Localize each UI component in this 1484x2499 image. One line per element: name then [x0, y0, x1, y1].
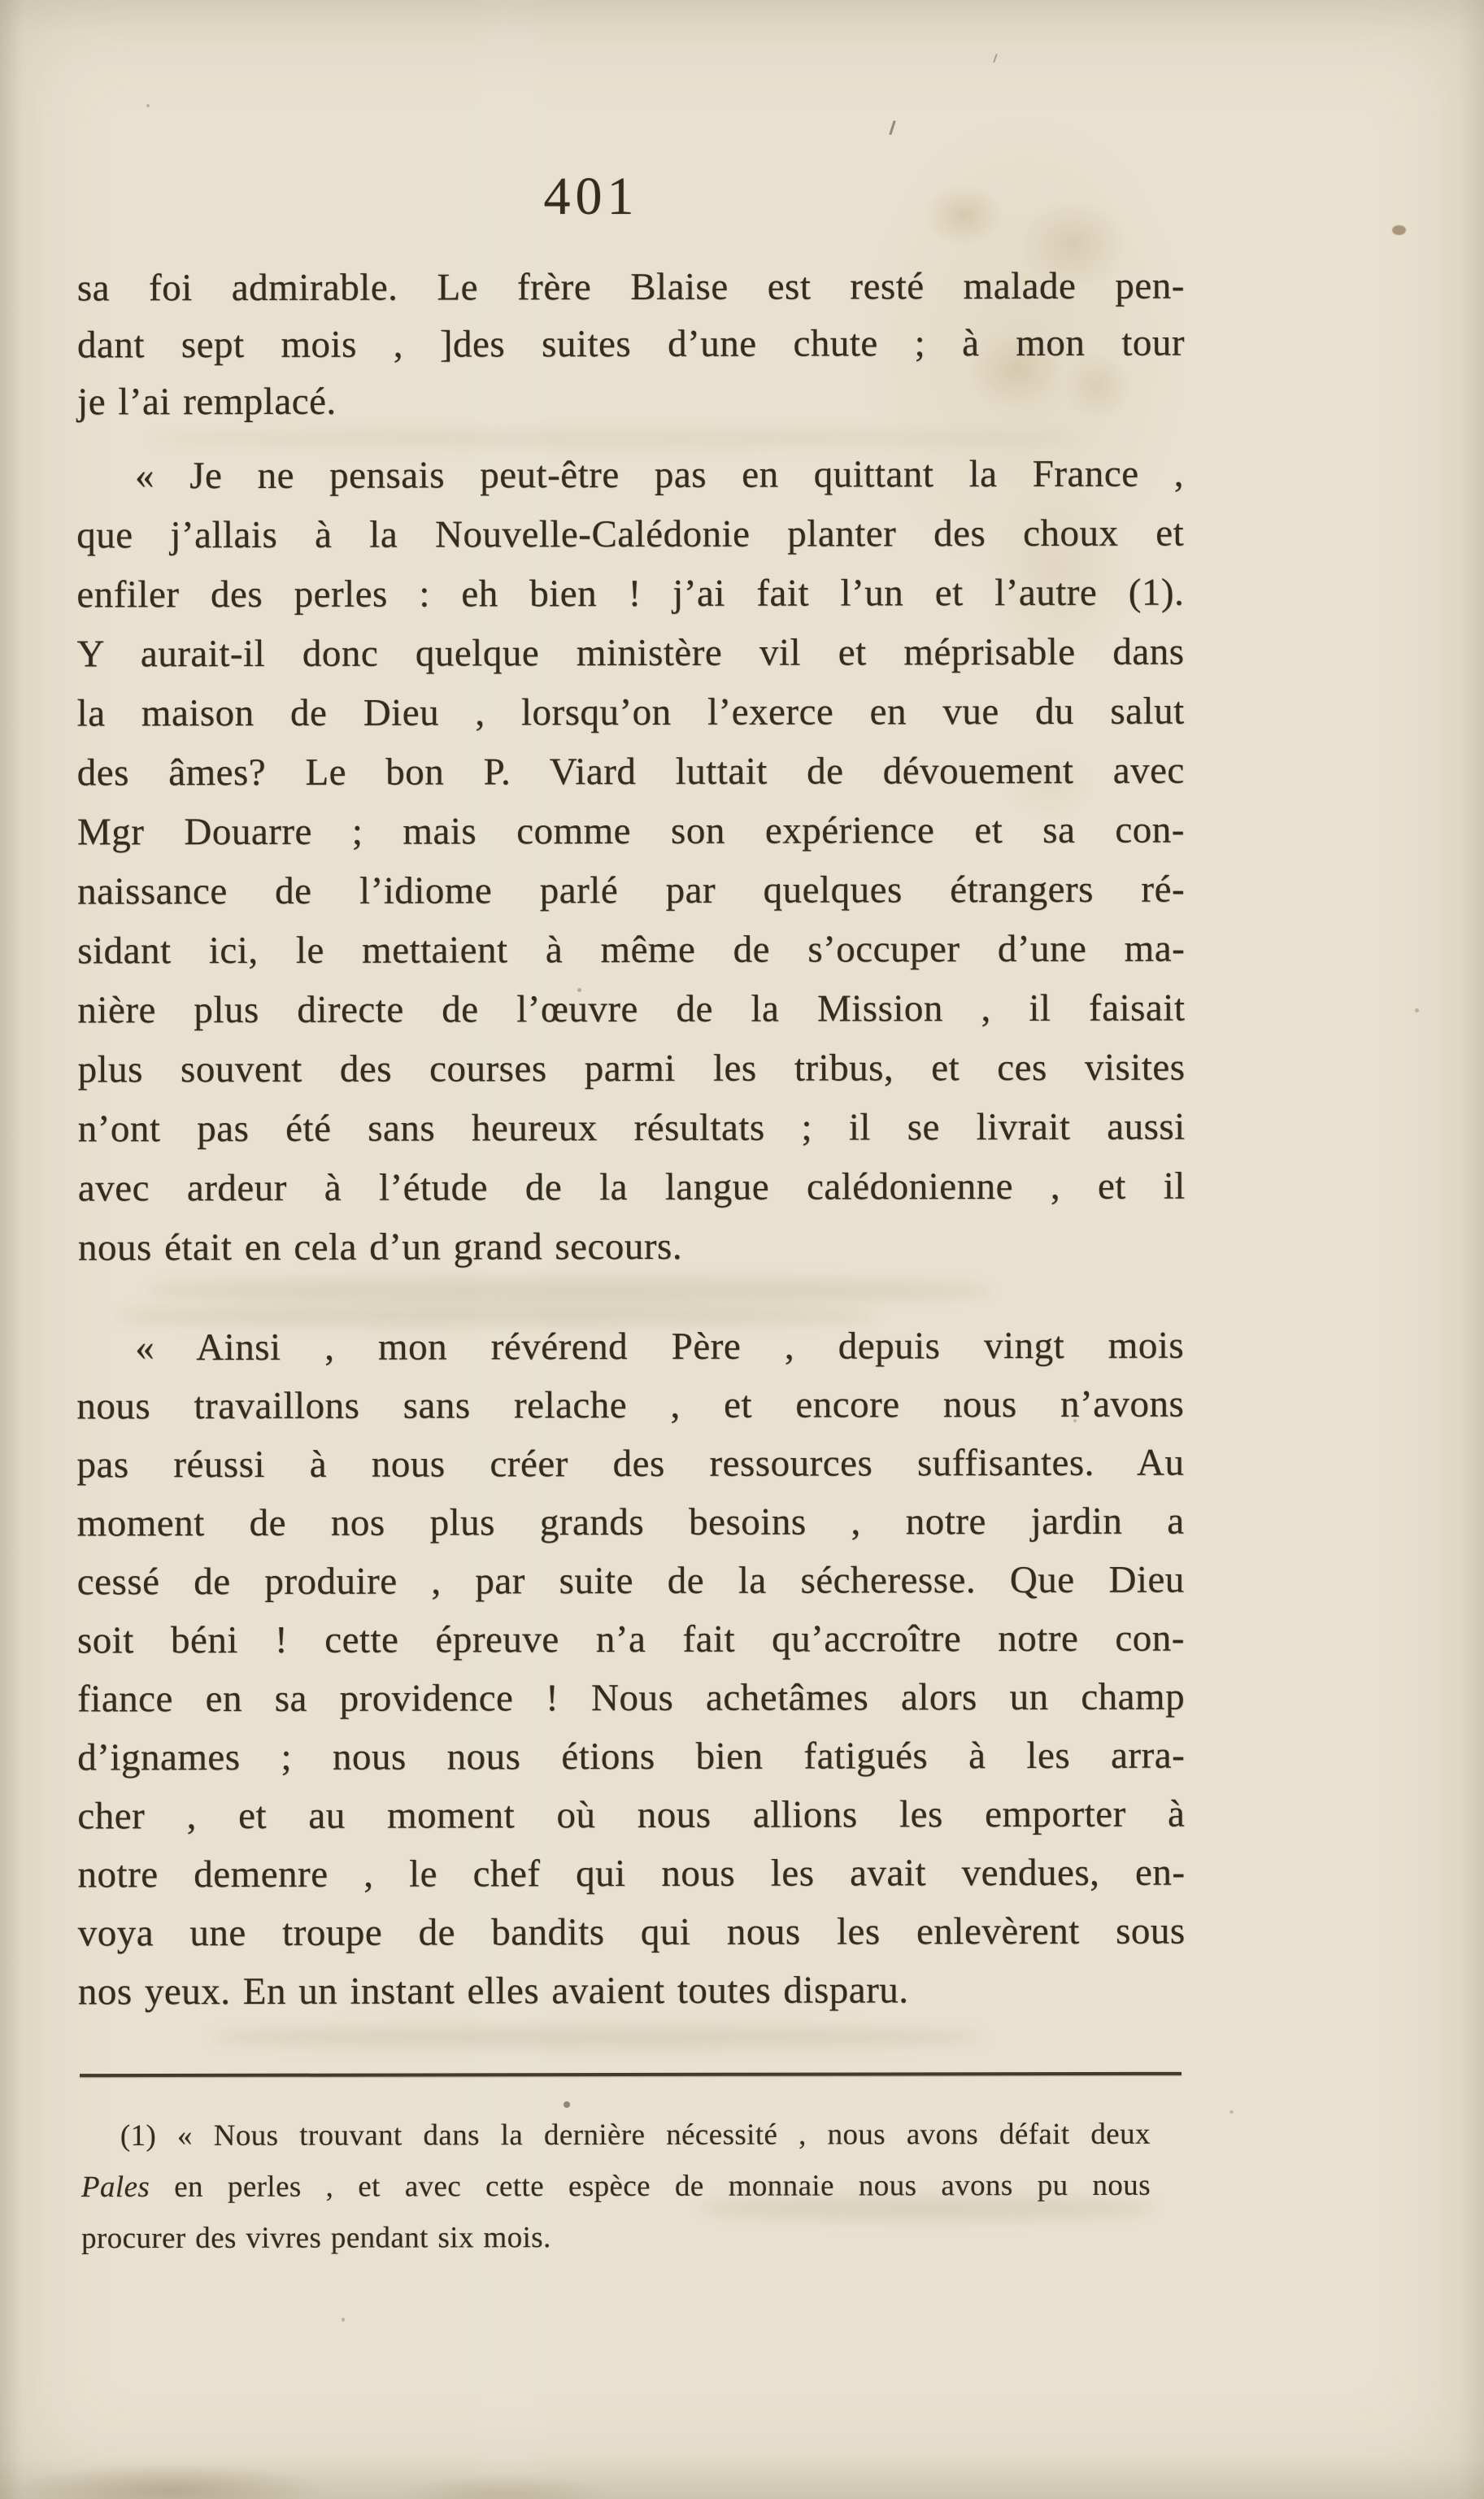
footnote-line [81, 2160, 1151, 2213]
text-line: pas réussi à nous créer des ressources suffisantes. Au [76, 1441, 1185, 1487]
text-line: d’ignames ; nous nous étions bien fatigués à les arra- [77, 1734, 1186, 1779]
paper-speck [146, 104, 150, 107]
page-number: 401 [543, 167, 639, 226]
paper-speck [1415, 1008, 1419, 1012]
footnote [81, 2109, 1151, 2264]
show-through-smudge [146, 1278, 992, 1303]
text-line: la maison de Dieu , lorsqu’on l’exerce en vue du salut [76, 690, 1185, 735]
paragraph-2 [76, 445, 1186, 1278]
text-line: moment de nos plus grands besoins , notre jardin a [76, 1500, 1185, 1545]
footnote-separator-rule [80, 2072, 1182, 2077]
text-line: fiance en sa providence ! Nous achetâmes alors un champ [77, 1675, 1186, 1721]
paragraph-3 [76, 1317, 1186, 2022]
text-line: nos yeux. En un instant elles avaient toutes disparu. [77, 1969, 909, 2014]
pen-slash-mark [889, 120, 895, 135]
paragraph-1 [77, 258, 1185, 431]
text-line: plus souvent des courses parmi les tribus, et ces visites [77, 1046, 1186, 1091]
paper-speck [564, 2101, 570, 2108]
text-line: Y aurait-il donc quelque ministère vil et méprisable dans [76, 630, 1185, 676]
text-line: naissance de l’idiome parlé par quelques étrangers ré- [77, 868, 1186, 913]
text-line: notre demenre , le chef qui nous les avait vendues, en- [77, 1851, 1186, 1896]
show-through-smudge [211, 2027, 984, 2048]
paper-speck [342, 2318, 345, 2322]
text-line: je l’ai remplacé. [77, 380, 337, 424]
text-line: que j’allais à la Nouvelle-Calédonie planter des choux et [76, 512, 1185, 557]
paper-speck [1229, 2110, 1234, 2114]
footnote-line: procurer des vivres pendant six mois. [81, 2221, 551, 2256]
text-line: « Ainsi , mon révérend Père , depuis vingt mois [135, 1324, 1185, 1369]
text-line: voya une troupe de bandits qui nous les enlevèrent sous [77, 1909, 1186, 1955]
text-line: cessé de produire , par suite de la sécheresse. Que Dieu [76, 1558, 1185, 1604]
text-line: sidant ici, le mettaient à même de s’occuper d’une ma- [77, 927, 1186, 973]
footnote-line: (1) « Nous trouvant dans la dernière nécessité , nous avons défait deux [120, 2117, 1151, 2153]
text-line: cher , et au moment où nous allions les emporter à [77, 1792, 1186, 1838]
text-line: n’ont pas été sans heureux résultats ; il se livrait aussi [77, 1105, 1186, 1151]
text-line: nous travaillons sans relache , et encore nous n’avons [76, 1382, 1185, 1428]
text-line: soit béni ! cette épreuve n’a fait qu’accroître notre con- [76, 1617, 1185, 1662]
text-line: sa foi admirable. Le frère Blaise est resté malade pen- [76, 264, 1185, 310]
text-line: avec ardeur à l’étude de la langue calédonienne , et il [77, 1165, 1186, 1210]
pen-slash-mark [993, 54, 998, 63]
paper-speck [1392, 225, 1406, 235]
text-line: des âmes? Le bon P. Viard luttait de dévouement avec [76, 749, 1185, 795]
text-line: enfiler des perles : eh bien ! j’ai fait l’un et l’autre (1). [76, 571, 1185, 616]
footnote-italic-word: Pales [81, 2170, 150, 2205]
text-line: nous était en cela d’un grand secours. [77, 1225, 683, 1269]
text-line: nière plus directe de l’œuvre de la Mission , il faisait [77, 986, 1186, 1032]
footnote-line-text: en perles , et avec cette espèce de monnaie nous avons pu nous [174, 2168, 1151, 2204]
text-line: Mgr Douarre ; mais comme son expérience et sa con- [76, 808, 1185, 854]
text-line: « Je ne pensais peut-être pas en quittant la France , [134, 452, 1185, 498]
text-line: dant sept mois , ]des suites d’une chute ; à mon tour [76, 321, 1186, 367]
